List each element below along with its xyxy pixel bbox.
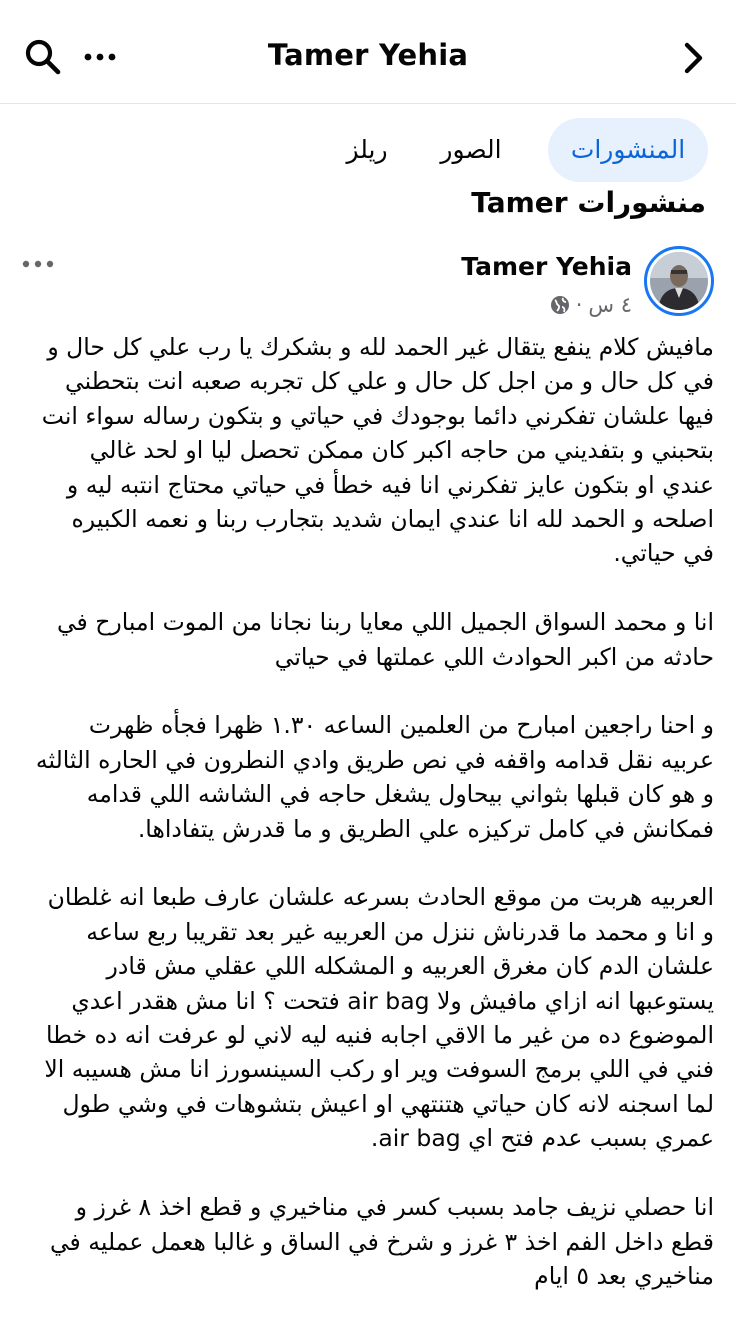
post-line: و احنا راجعين امبارح من العلمين الساعه ١.٣٠ ظهرا فجأه ظهرت	[88, 711, 714, 740]
post-text	[22, 330, 714, 1328]
page-title: Tamer Yehia	[267, 38, 469, 72]
post-options-button[interactable]	[22, 250, 58, 278]
post-line: و انا و محمد ما قدرناش ننزل من العربيه غير بعد تقريبا ربع ساعه	[86, 917, 714, 946]
post-line: فني في اللي برمج السوفت وير او ركب السينسورز انا مش هسيبه الا	[44, 1055, 714, 1084]
post-line: لما اسجنه لانه كان حياتي هتنتهي او اعيش بتشوهات في وشي طول	[62, 1089, 714, 1118]
post-line: بتحبني و بتفديني من حاجه اكبر كان ممكن تحصل ليا او لحد غالي	[89, 436, 714, 465]
post-line: انا حصلي نزيف جامد بسبب كسر في مناخيري و قطع اخذ ٨ غرز و	[75, 1193, 714, 1222]
tab-reels[interactable]: ريلز	[346, 135, 388, 164]
section-title: منشورات Tamer	[471, 186, 706, 219]
post-paragraph	[22, 880, 714, 1155]
avatar-photo	[650, 252, 708, 310]
post-line: العربيه هربت من موقع الحادث بسرعه علشان عارف طبعا انه غلطان	[47, 883, 714, 912]
post-line: يستوعبها انه ازاي مافيش ولا air bag فتحت ؟ انا مش هقدر اعدي	[71, 986, 714, 1015]
post-paragraph	[22, 330, 714, 571]
post-paragraph	[22, 1190, 714, 1293]
profile-tabs	[0, 118, 736, 182]
top-bar	[0, 0, 736, 104]
post-paragraph	[22, 605, 714, 674]
post-line: علشان الدم كان مغرق العربيه و المشكله اللي عقلي مش قادر	[106, 952, 714, 981]
post-line: فمكانش في كامل تركيزه علي الطريق و ما قدرش يتفاداها.	[137, 814, 714, 843]
globe-icon	[550, 295, 570, 315]
post-line: الموضوع ده من غير ما الاقي اجابه فنيه ليه لاني لو عرفت انه ده خطا	[46, 1021, 714, 1050]
post-line: مناخيري بعد ٥ ايام	[534, 1261, 714, 1290]
post-line: انا و محمد السواق الجميل اللي معايا ربنا نجانا من الموت امبارح في	[56, 608, 714, 637]
tab-posts[interactable]: المنشورات	[548, 118, 708, 182]
chevron-right-icon	[682, 41, 706, 75]
post-line: في حياتي.	[613, 539, 714, 568]
post-line: فيها علشان تفكرني دائما بوجودك في حياتي و بتكون رساله سواء انت	[41, 401, 714, 430]
post-line: في كل حال و من اجل كل حال و علي كل تجربه صعبه انت بتحطني	[65, 367, 714, 396]
post-author-name[interactable]: Tamer Yehia	[461, 252, 632, 281]
tab-photos[interactable]: الصور	[440, 135, 502, 164]
meta-separator: ·	[575, 293, 583, 317]
post-line: و هو كان قبلها بثواني بيحاول يشغل حاجه في الشاشه اللي قدامه	[86, 780, 714, 809]
post-line: مافيش كلام ينفع يتقال غير الحمد لله و بشكرك يا رب علي كل حال و	[47, 333, 714, 361]
post-line: عندي او بتكون عايز تفكرني انا فيه خطأ في حياتي محتاج انتبه ليه و	[66, 470, 714, 499]
post-meta	[550, 290, 632, 320]
back-button[interactable]	[672, 36, 716, 80]
post-line: اصلحه و الحمد لله انا عندي ايمان شديد بتجارب ربنا و نعمه الكبيره	[71, 505, 714, 534]
post-paragraph	[22, 708, 714, 846]
post-line: قطع داخل الفم اخذ ٣ غرز و شرخ في الساق و غالبا هعمل عمليه في	[49, 1227, 714, 1256]
post-time[interactable]: ٤ س	[588, 293, 632, 317]
post-line: عربيه نقل قدامه واقفه في نص طريق وادي النطرون في الحاره الثالثه	[35, 745, 714, 774]
post-line: عمري بسبب عدم فتح اي air bag.	[370, 1124, 714, 1153]
avatar[interactable]	[644, 246, 714, 316]
more-horizontal-icon	[22, 259, 54, 269]
post-line: حادثه من اكبر الحوادث اللي عملتها في حياتي	[274, 642, 714, 671]
